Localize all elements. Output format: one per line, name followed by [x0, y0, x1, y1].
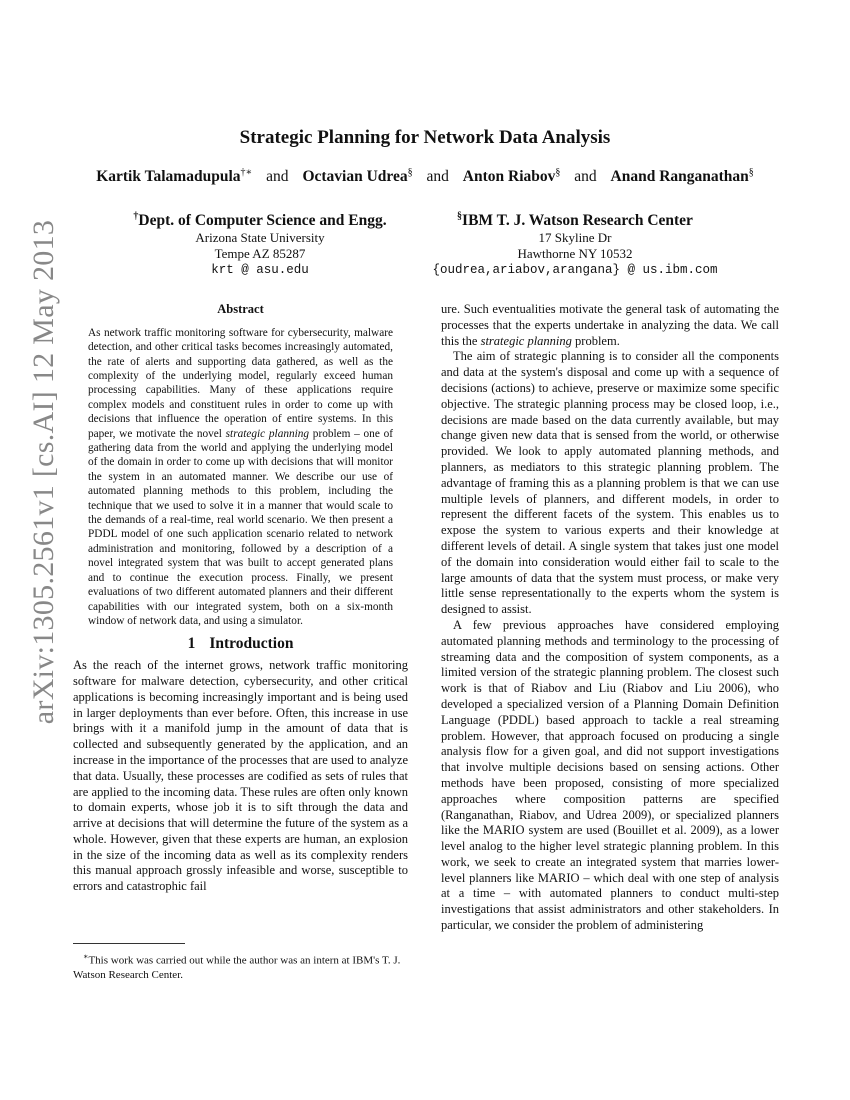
footnote-rule — [73, 943, 185, 944]
author-mark: †∗ — [240, 167, 253, 178]
footnote-text — [73, 950, 408, 982]
footnote — [73, 943, 408, 982]
paragraph-text: ure. Such eventualities motivate the general task of automating the processes that the experts undertake in analyzing the data. We call this the — [441, 302, 779, 348]
author-name: Anand Ranganathan — [610, 168, 749, 186]
footnote-mark: ∗ — [83, 952, 89, 961]
author-list — [0, 167, 850, 186]
affiliation-email: krt @ asu.edu — [211, 263, 309, 278]
affiliation-asu — [95, 207, 425, 278]
abstract-heading: Abstract — [217, 302, 264, 316]
affiliation-name-text: Dept. of Computer Science and Engg. — [138, 212, 387, 230]
body-paragraph: As the reach of the internet grows, network traffic monitoring software for malware detection, cybersecurity, and other critical applications is becoming increasingly important and is being used in larger deployments than ever before. Often, this increase in use brings with it a manifold jump in the amount of data that is collected and subsequently generated by the application, and an increase in the importance of the processes that are used to analyze that data. Usually, these processes are codified as sets of rules that are applied to the incoming data. These rules are often only known to domain experts, whose job it is to sift through the data and arrive at decisions that will determine the future of the system as a whole. However, given that these experts are human, an explosion in the size of the incoming data as well as its complexity renders this manual approach grossly infeasible and worse, susceptible to errors and catastrophic fail — [73, 658, 408, 894]
affiliation-line: Tempe AZ 85287 — [214, 246, 306, 262]
body-paragraph: The aim of strategic planning is to consider all the components and data at the system's disposal and come up with a sequence of decisions (actions) to achieve, preserve or maximize some specific objective. The strategic planning process may be closed loop, i.e., decisions are made based on the data currently available, but may change given new data that is sensed from the world, or otherwise provided. We look to apply automated planning methods, and planners, as mediators to this strategic planning problem. The advantage of framing this as a planning problem is that we can use multiple levels of planners, and different models, in order to represent the different facets of the system. This enables us to expose the system to various experts and their knowledge at different levels of detail. A single system that takes just one model of the domain into consideration would either fail to scale to the large amounts of data that the system must process, or make very little sense representationally to the experts whom the system is designed to assist. — [441, 349, 779, 617]
affiliation-ibm — [420, 207, 730, 278]
right-column — [441, 302, 779, 934]
section-number: 1 — [187, 635, 196, 653]
author-mark: § — [748, 167, 754, 178]
paper-title: Strategic Planning for Network Data Analysis — [239, 127, 611, 148]
author-separator: and — [574, 168, 597, 186]
abstract-text: As network traffic monitoring software for cybersecurity, malware detection, and other critical tasks becomes increasingly automated, the rate of alerts and supporting data gathered, as well as the complexity of the underlying model, regularly exceed human processing capabilities. Many of these applications require complex models and constituent rules in order to come up with decisions that influence the operation of entire systems. In this paper, we motivate the novel — [88, 326, 393, 440]
author-mark: § — [555, 167, 561, 178]
paragraph-text: problem. — [571, 333, 620, 348]
author-name: Kartik Talamadupula — [96, 168, 241, 186]
affiliation-name-text: IBM T. J. Watson Research Center — [462, 212, 693, 230]
section-heading-introduction — [73, 636, 408, 652]
body-paragraph: A few previous approaches have considered employing automated planning methods and terminology to the processing of streaming data and the composition of system components, as a limited version of the strategic planning problem. The closest such work is that of Riabov and Liu (Riabov and Liu 2006), who developed a specialized version of a Planning Domain Definition Language (PDDL) based approach to tackle a real streaming problem. However, that approach focused on producing a single analysis flow for a given goal, and did not support investigations that involve multiple decisions based on sensing actions. Other methods have been proposed, consisting of more specialized approaches where composition patterns are specified (Ranganathan, Riabov, and Udrea 2009), or specialized planners like the MARIO system are used (Bouillet et al. 2009), as a lower level analog to the higher level strategic planning problem. In this work, we seek to create an integrated system that marries lower-level planners like MARIO – which deal with one step of analysis at a time – with automated planners to conduct multi-step investigations that assist administrators and other stakeholders. In particular, we consider the problem of administering — [441, 617, 779, 933]
author-mark: § — [407, 167, 413, 178]
affiliation-line: Hawthorne NY 10532 — [517, 246, 633, 262]
abstract-emphasis: strategic planning — [225, 427, 310, 440]
affiliation-line: 17 Skyline Dr — [538, 230, 612, 246]
author-name: Octavian Udrea — [302, 168, 408, 186]
affiliation-mark: § — [457, 211, 463, 222]
left-column — [73, 302, 408, 895]
author-separator: and — [426, 168, 449, 186]
author-separator: and — [266, 168, 289, 186]
affiliation-mark: † — [133, 211, 139, 222]
author-name: Anton Riabov — [462, 168, 556, 186]
footnote-body: This work was carried out while the author was an intern at IBM's T. J. Watson Research Center. — [73, 954, 401, 981]
abstract-text: problem – one of gathering data from the world and applying the underlying model of the domain in order to come up with decisions that will monitor the system in an automated manner. We describe our use of automated planning methods to this problem, including the technique that we used to solve it in a manner that would scale to the demands of a real-time, real world scenario. We then present a PDDL model of one such application scenario related to network administration and monitoring, followed by a description of a novel integrated system that was built to accept generated plans and to continue the execution process. Finally, we present evaluations of two different automated planners and their different capabilities with our integrated system, both on a six-month window of network data, and using a simulator. — [88, 427, 393, 627]
affiliation-email: {oudrea,ariabov,arangana} @ us.ibm.com — [432, 263, 718, 278]
arxiv-identifier-stamp: arXiv:1305.2561v1 [cs.AI] 12 May 2013 — [27, 219, 60, 725]
paragraph-emphasis: strategic planning — [480, 333, 572, 348]
abstract-body — [73, 326, 408, 629]
body-paragraph — [441, 302, 779, 349]
affiliation-line: Arizona State University — [195, 230, 325, 246]
affiliation-name — [420, 207, 730, 230]
affiliation-name — [95, 207, 425, 230]
section-title: Introduction — [209, 635, 294, 653]
